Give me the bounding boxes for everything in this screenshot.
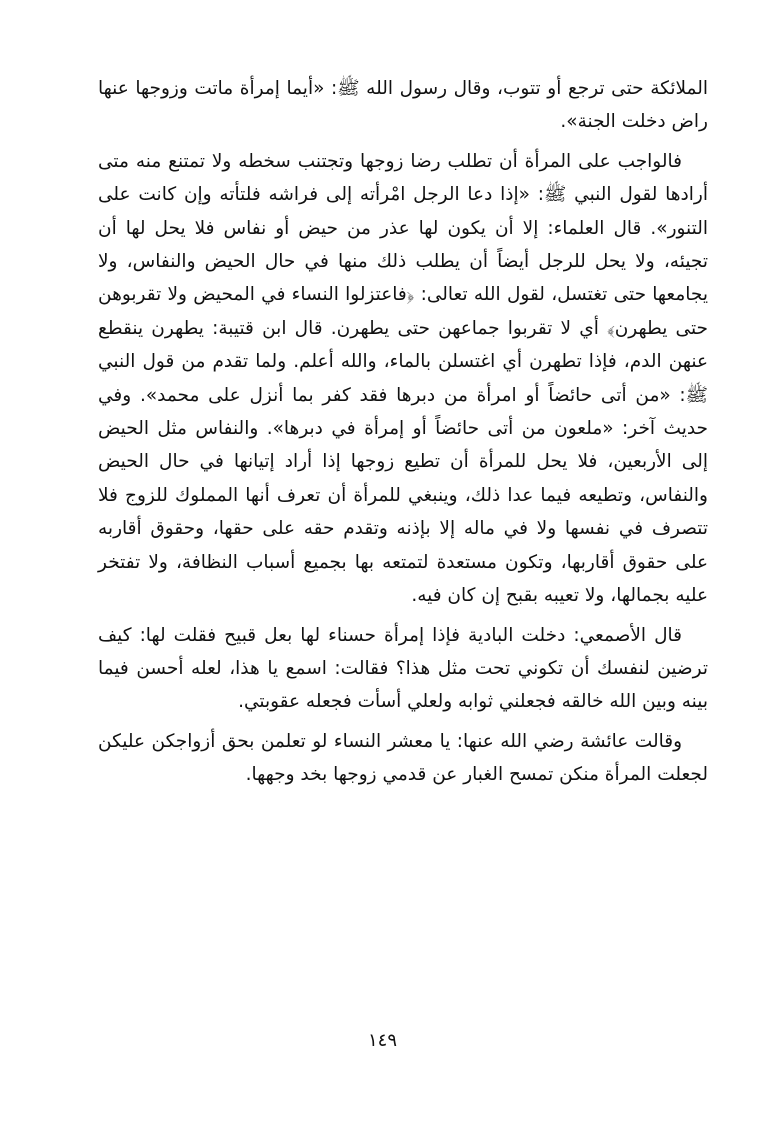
paragraph-3: قال الأصمعي: دخلت البادية فإذا إمرأة حسناء لها بعل قبيح فقلت لها: كيف ترضين لنفسك أن تكوني تحت مثل هذا؟ فقالت: اسمع يا هذا، لعله أحسن فيما بينه وبين الله خالقه فجعلني ثوابه ولعلي أسأت فجعله عقوبتي.	[98, 624, 708, 713]
page-number: ١٤٩	[367, 1030, 397, 1051]
paragraph-1: الملائكة حتى ترجع أو تتوب، وقال رسول الله ﷺ: «أيما إمرأة ماتت وزوجها عنها راض دخلت الجنة».	[98, 78, 708, 133]
paragraph-2: فالواجب على المرأة أن تطلب رضا زوجها وتجتنب سخطه ولا تمتنع منه متى أرادها لقول النبي ﷺ: «إذا دعا الرجل امْرأته إلى فراشه فلتأته وإن كانت على التنور». قال العلماء: إلا أن يكون لها عذر من حيض أو نفاس فلا يحل لها أن تجيئه، ولا يحل للرجل أيضاً أن يطلب ذلك منها في حال الحيض والنفاس، ولا يجامعها حتى تغتسل، لقول الله تعالى: ﴿فاعتزلوا النساء في المحيض ولا تقربوهن حتى يطهرن﴾ أي لا تقربوا جماعهن حتى يطهرن. قال ابن قتيبة: يطهرن ينقطع عنهن الدم، فإذا تطهرن أي اغتسلن بالماء، والله أعلم. ولما تقدم من قول النبي ﷺ: «من أتى حائضاً أو امرأة من دبرها فقد كفر بما أنزل على محمد». وفي حديث آخر: «ملعون من أتى حائضاً أو إمرأة في دبرها». والنفاس مثل الحيض إلى الأربعين، فلا يحل للمرأة أن تطيع زوجها إذا أراد إتيانها في حال الحيض والنفاس، وتطيعه فيما عدا ذلك، وينبغي للمرأة أن تعرف أنها المملوك للزوج فلا تتصرف في نفسها ولا في ماله إلا بإذنه وتقدم حقه على حقها، وحقوق أقاربه على حقوق أقاربها، وتكون مستعدة لتمتعه بها بجميع أسباب النظافة، ولا تفتخر عليه بجمالها، ولا تعيبه بقبح إن كان فيه.	[98, 150, 708, 607]
paragraph-4: وقالت عائشة رضي الله عنها: يا معشر النساء لو تعلمن بحق أزواجكن عليكن لجعلت المرأة منكن تمسح الغبار عن قدمي زوجها بخد وجهها.	[98, 730, 708, 786]
page-body	[98, 72, 708, 792]
